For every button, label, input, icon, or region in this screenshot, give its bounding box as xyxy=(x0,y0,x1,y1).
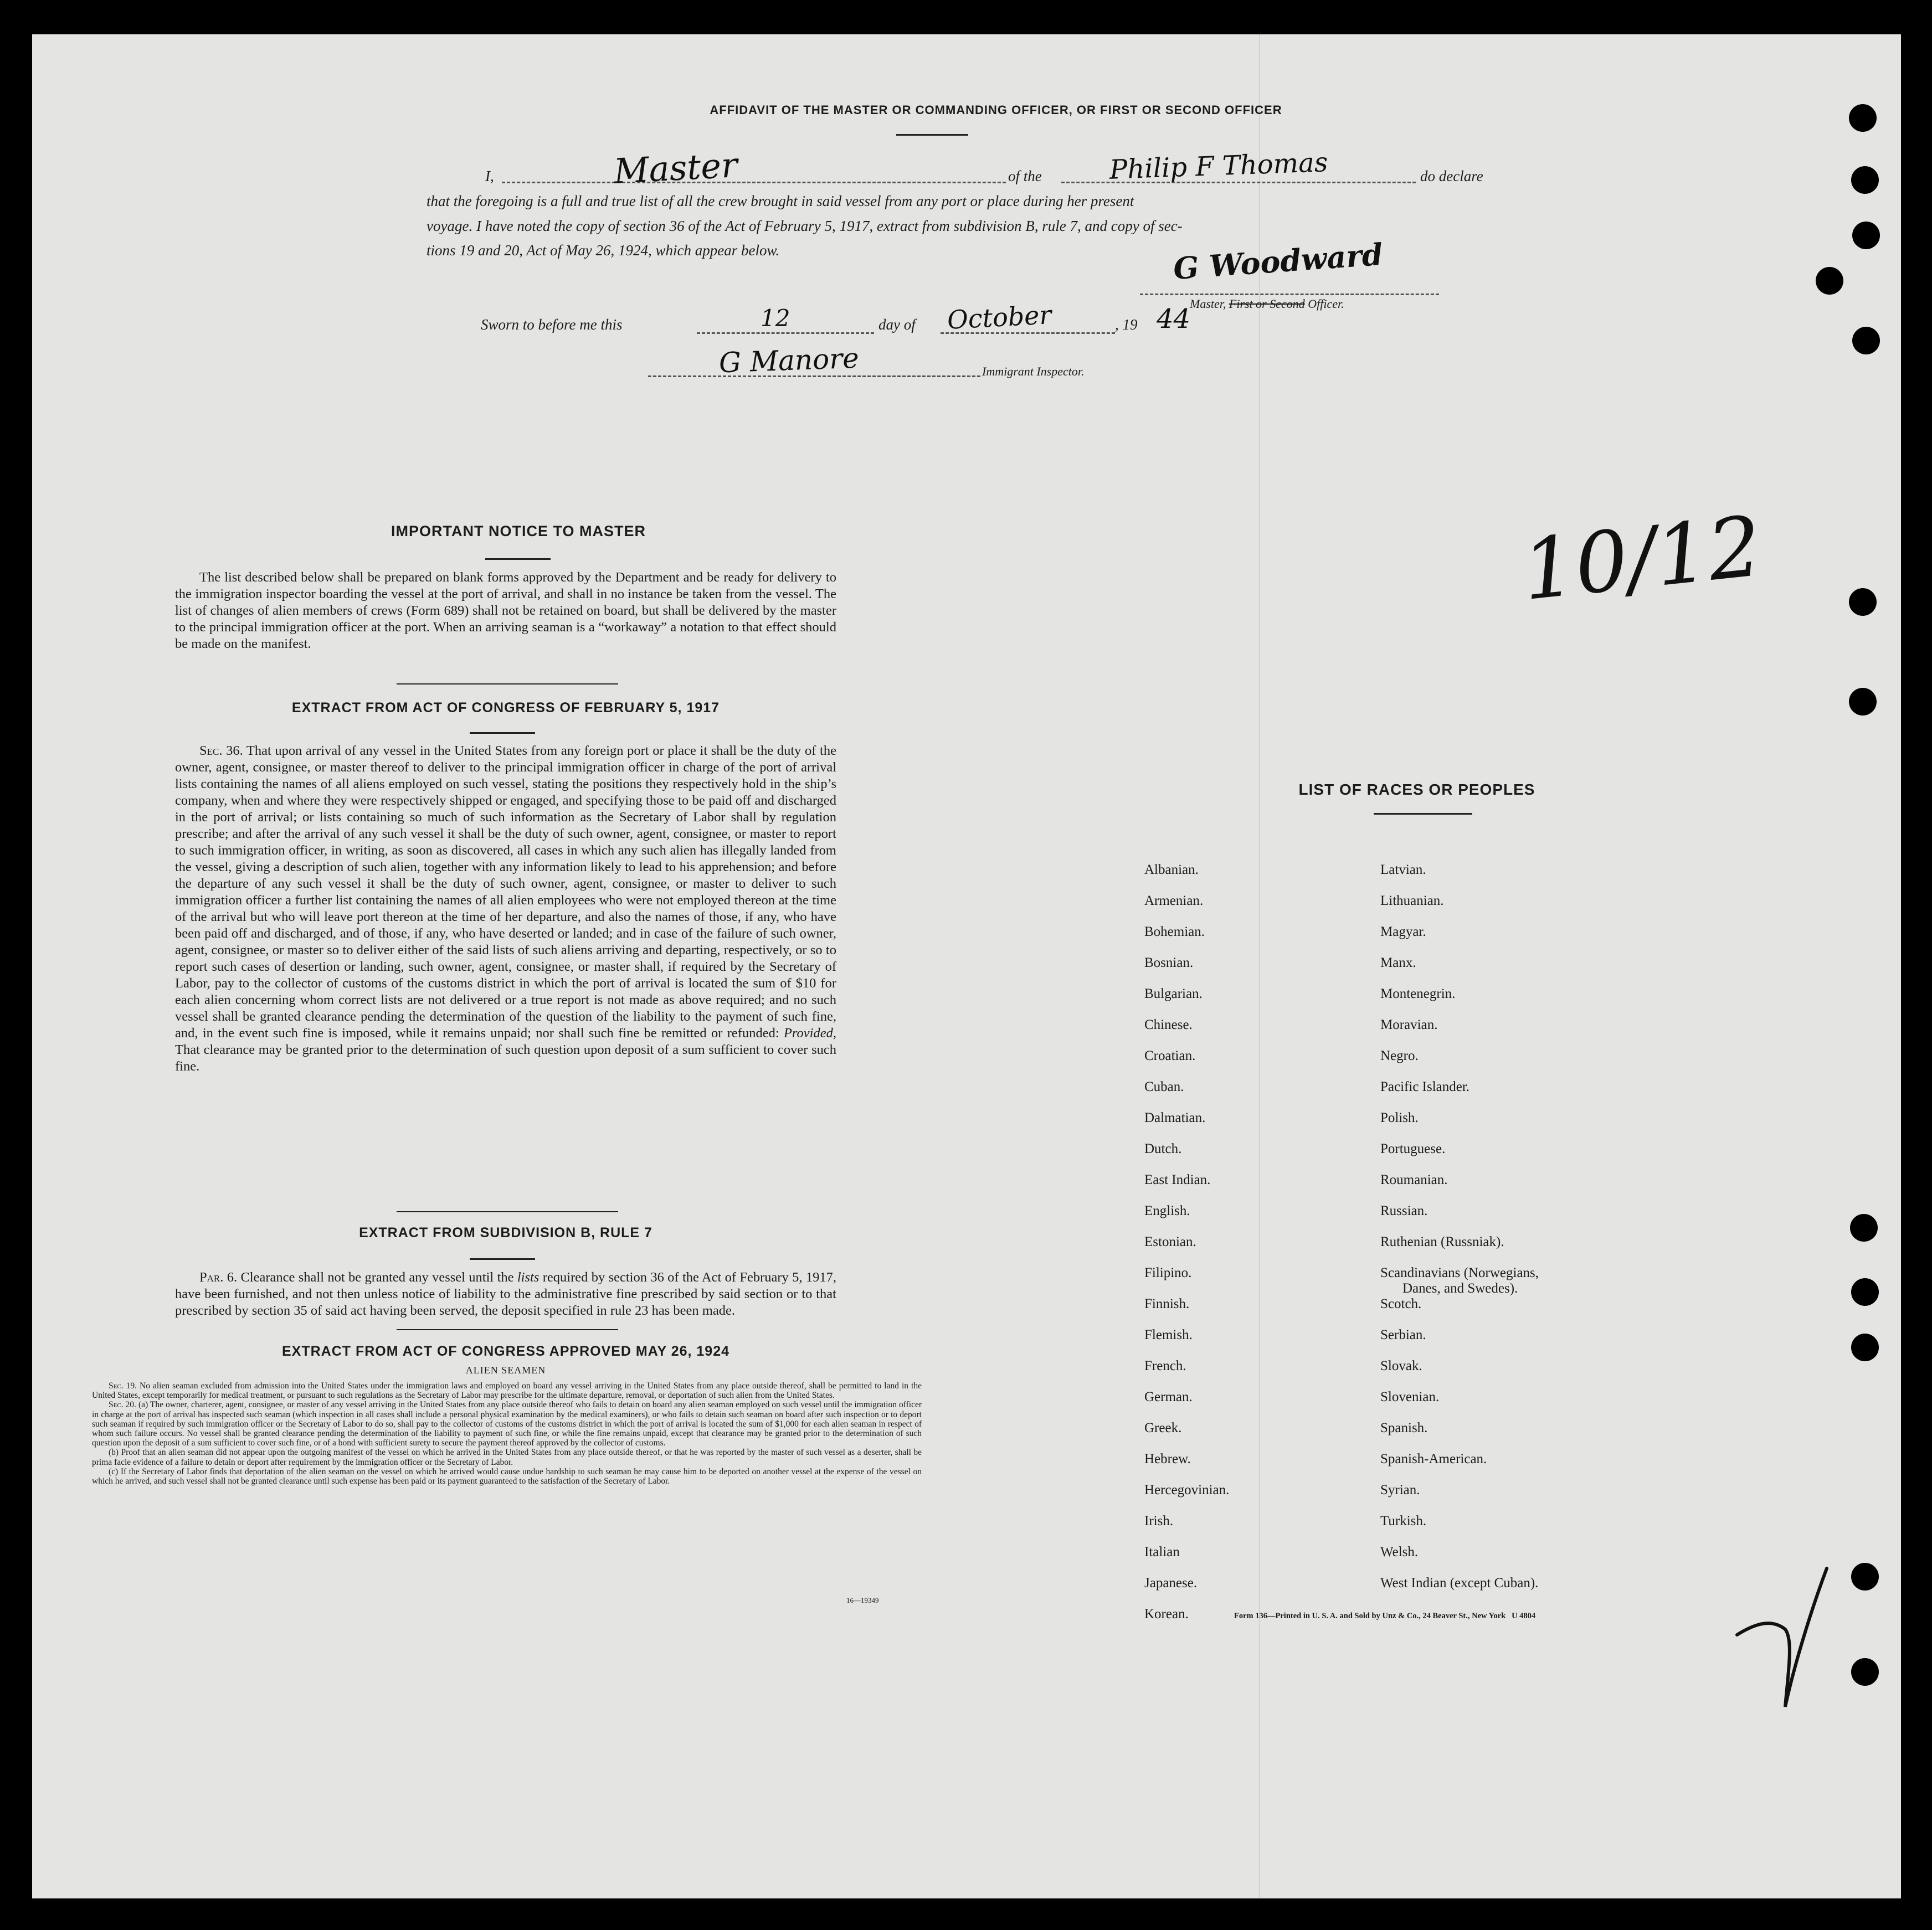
extract-1924-title: EXTRACT FROM ACT OF CONGRESS APPROVED MAY 26, 1924 xyxy=(281,1344,730,1359)
sworn-day-line xyxy=(697,332,874,334)
extract-1917-body xyxy=(175,743,836,1075)
signature-caption xyxy=(1190,297,1344,311)
race-item: Dalmatian. xyxy=(1144,1110,1206,1125)
race-item: English. xyxy=(1144,1203,1190,1218)
sec19-text: No alien seaman excluded from admission into the United States under the immigration laws and employed on board any vessel arriving in the United States from any place outside thereof, shall be permitted to land in the United States, except temporarily for medical treatment, or pursuant to such regulations as the Secretary of Labor may prescribe for the ultimate departure, removal, or deportation of such alien from the United States. xyxy=(92,1381,922,1401)
race-item: Turkish. xyxy=(1380,1514,1427,1528)
race-item: German. xyxy=(1144,1389,1193,1404)
inspector-dotted-line xyxy=(648,375,980,377)
race-item: Pacific Islander. xyxy=(1380,1079,1470,1094)
race-item: Montenegrin. xyxy=(1380,986,1456,1001)
race-item: Albanian. xyxy=(1144,862,1199,877)
sworn-year-prefix: , 19 xyxy=(1115,316,1138,333)
race-item: Ruthenian (Russniak). xyxy=(1380,1234,1504,1249)
punch-hole xyxy=(1849,588,1877,616)
sec20a-text: (a) The owner, charterer, agent, consignee, or master of any vessel arriving in the United States from any place outside thereof who fails to detain on board any alien seaman employed on such vessel until the immigration officer in charge at the port of arrival has inspected such seaman (which inspection in all cases shall include a personal physical examination by the medical examiners), or who fails to detain such seaman on board after such inspection or to deport such seaman if required by such immigration officer or the Secretary of Labor to do so, shall pay to the collector of customs of the customs district in which the port of arrival is located the sum of $1,000 for each alien seaman in respect of whom such failure occurs. No vessel shall be granted clearance pending the determination of the liability to payment of such fine, or while the fine remains unpaid, except that clearance may be granted prior to the determination of such question upon the deposit of a sum sufficient to cover such fine, or of a bond with sufficient surety to secure the payment thereof approved by the collector of customs. xyxy=(92,1400,922,1448)
notice-end-rule xyxy=(397,683,618,684)
notice-title: IMPORTANT NOTICE TO MASTER xyxy=(391,523,646,539)
par6-text-b: required by section 36 of the Act of February 5, 1917, have been furnished, and not then unless notice of liability to the administrative fine prescribed by said section or to that prescribed by section 35 of said act having been served, the deposit specified in rule 23 has been made. xyxy=(175,1270,837,1318)
race-item: Moravian. xyxy=(1380,1017,1438,1032)
punch-hole xyxy=(1849,104,1877,132)
races-divider xyxy=(1374,813,1472,815)
extract-1917-end-rule xyxy=(397,1211,618,1212)
officer-handwritten: Master xyxy=(613,145,739,192)
sec19-label: Sec. 19. xyxy=(109,1381,137,1391)
race-item: Portuguese. xyxy=(1380,1141,1446,1156)
sec20b-text: (b) Proof that an alien seaman did not appear upon the outgoing manifest of the vessel on which he arrived in the United States from any place outside thereof, or that he was reported by the master of such vessel as a deserter, shall be prima facie evidence of a failure to detain or deport after requirement by the immigration officer or the Secretary of Labor. xyxy=(92,1448,922,1467)
race-item: Roumanian. xyxy=(1380,1172,1448,1187)
sec20-label: Sec. 20. xyxy=(109,1400,136,1410)
extract-1924-subtitle: ALIEN SEAMEN xyxy=(465,1365,546,1376)
sec20c-text: (c) If the Secretary of Labor finds that deportation of the alien seaman on the vessel on which he arrived would cause undue hardship to such seaman he may cause him to be deported on another vessel at the expense of the vessel on which he arrived, and such vessel shall not be granted clearance until such expense has been paid or its payment guaranteed to the satisfaction of the Secretary of Labor. xyxy=(92,1466,922,1486)
extract-1924-code: 16—19349 xyxy=(846,1596,879,1604)
races-left-column xyxy=(1144,862,1229,1638)
race-item: Bohemian. xyxy=(1144,924,1205,939)
affidavit-line3: voyage. I have noted the copy of section 36 of the Act of February 5, 1917, extract from subdivision B, rule 7, and copy of sec- xyxy=(427,218,1183,234)
races-title: LIST OF RACES OR PEOPLES xyxy=(1298,781,1535,798)
race-item: Italian xyxy=(1144,1545,1180,1560)
race-item: Flemish. xyxy=(1144,1327,1193,1342)
punch-hole xyxy=(1850,1214,1878,1242)
form-footer: Form 136—Printed in U. S. A. and Sold by Unz & Co., 24 Beaver St., New York U 4804 xyxy=(1234,1612,1536,1620)
notice-divider xyxy=(485,558,551,560)
race-item: West Indian (except Cuban). xyxy=(1380,1576,1539,1591)
race-item: Spanish-American. xyxy=(1380,1452,1487,1466)
par6-label: Par. 6. xyxy=(199,1270,238,1285)
race-item: Korean. xyxy=(1144,1607,1189,1622)
sworn-year-handwritten: 44 xyxy=(1157,303,1191,334)
vessel-handwritten: Philip F Thomas xyxy=(1109,147,1329,186)
par6-text-a: Clearance shall not be granted any vessel until the xyxy=(240,1270,514,1285)
affidavit-title: AFFIDAVIT OF THE MASTER OR COMMANDING OFFICER, OR FIRST OR SECOND OFFICER xyxy=(710,103,1282,117)
punch-hole xyxy=(1816,267,1843,295)
punch-hole xyxy=(1852,327,1880,354)
race-item: Negro. xyxy=(1380,1048,1419,1063)
race-item: Slovak. xyxy=(1380,1358,1422,1373)
affidavit-line1-mid: of the xyxy=(1008,168,1042,184)
race-item: Dutch. xyxy=(1144,1141,1182,1156)
affidavit-line4: tions 19 and 20, Act of May 26, 1924, which appear below. xyxy=(427,242,780,259)
race-item: Welsh. xyxy=(1380,1545,1419,1560)
race-item: Manx. xyxy=(1380,955,1416,970)
check-mark xyxy=(1733,1563,1832,1729)
race-item: Serbian. xyxy=(1380,1327,1426,1342)
race-item: Polish. xyxy=(1380,1110,1419,1125)
race-item: Hebrew. xyxy=(1144,1452,1191,1466)
race-item: Greek. xyxy=(1144,1421,1182,1435)
race-item: Slovenian. xyxy=(1380,1389,1440,1404)
sworn-month-handwritten: October xyxy=(946,300,1052,335)
race-item: Latvian. xyxy=(1380,862,1426,877)
race-item: Hercegovinian. xyxy=(1144,1483,1230,1497)
signature-caption-struck: First or Second xyxy=(1229,297,1305,311)
notice-body xyxy=(175,569,836,652)
race-item: Armenian. xyxy=(1144,893,1204,908)
sworn-day-handwritten: 12 xyxy=(761,305,790,332)
punch-hole xyxy=(1851,1658,1879,1686)
extract-1917-title: EXTRACT FROM ACT OF CONGRESS OF FEBRUARY 5, 1917 xyxy=(291,700,720,716)
extract-1917-divider xyxy=(470,732,535,734)
title-divider xyxy=(896,134,968,136)
race-item: Croatian. xyxy=(1144,1048,1196,1063)
punch-hole xyxy=(1849,688,1877,716)
sec36-text-a: That upon arrival of any vessel in the United States from any foreign port or place it shall be the duty of the owner, agent, consignee, or master thereof to deliver to the principal immigration officer in charge of the port of arrival lists containing the names of all aliens employed on such vessel, stating the positions they respectively hold in the ship’s company, when and where they were respectively shipped or engaged, and specifying those to be paid off and discharged in the port of arrival; or lists containing so much of such information as the Secretary of Labor shall by regulation prescribe; and after the arrival of any such vessel it shall be the duty of such owner, agent, consignee, or master to report to such immigration officer, in writing, as soon as discovered, all cases in which any such alien has illegally landed from the vessel, giving a description of such alien, together with any information likely to lead to his apprehension; and before the departure of any such vessel it shall be the duty of such owner, agent, consignee, or master to deliver to such immigration officer a further list containing the names of all alien employees who were not employed thereon at the time of the arrival but who will leave port thereon at the time of her departure, and also the names of those, if any, who have been paid off and discharged, and of those, if any, who have deserted or landed; and in case of the failure of such owner, agent, consignee, or master so to deliver either of the said lists of such aliens arriving and departing, respectively, or so to report such cases of desertion or landing, such owner, agent, consignee, or master shall, if required by the Secretary of Labor, pay to the collector of customs of the customs district in which the port of arrival is located the sum of $10 for each alien concerning whom correct lists are not delivered or a true report is not made as above required; and no such vessel shall be granted clearance pending the determination of the question of the liability to the payment of such fine, and, in the event such fine is imposed, while it remains unpaid; nor shall such fine be remitted or refunded: xyxy=(175,743,836,1041)
race-item: Spanish. xyxy=(1380,1421,1428,1435)
sec36-label: Sec. 36. xyxy=(199,743,243,758)
punch-hole xyxy=(1851,166,1879,194)
race-item: Bosnian. xyxy=(1144,955,1194,970)
race-item: French. xyxy=(1144,1358,1186,1373)
rule7-end-rule xyxy=(397,1329,618,1330)
race-item: Irish. xyxy=(1144,1514,1174,1528)
rule7-title: EXTRACT FROM SUBDIVISION B, RULE 7 xyxy=(359,1225,652,1241)
inspector-signature: G Manore xyxy=(718,342,860,379)
punch-hole xyxy=(1851,1334,1879,1361)
race-item: Scandinavians (Norwegians, xyxy=(1380,1265,1539,1280)
race-item: Lithuanian. xyxy=(1380,893,1444,908)
signature-caption-start: Master, xyxy=(1190,297,1226,311)
race-item: Syrian. xyxy=(1380,1483,1420,1497)
race-item: Russian. xyxy=(1380,1203,1428,1218)
signature-caption-end: Officer. xyxy=(1308,297,1344,311)
race-item: Japanese. xyxy=(1144,1576,1198,1591)
affidavit-line2: that the foregoing is a full and true list of all the crew brought in said vessel from any port or place during her present xyxy=(427,193,1134,209)
sworn-mid: day of xyxy=(878,316,916,333)
sec36-text-b: That clearance may be granted prior to the determination of such question upon deposit of a sum sufficient to cover such fine. xyxy=(175,1042,836,1074)
race-item: Finnish. xyxy=(1144,1296,1190,1311)
races-right-column xyxy=(1380,862,1539,1607)
extract-1924-body xyxy=(92,1381,922,1486)
rule7-body xyxy=(175,1269,836,1319)
affidavit-line1-prefix: I, xyxy=(485,168,494,184)
race-item: Danes, and Swedes). xyxy=(1402,1281,1518,1296)
punch-hole xyxy=(1851,1563,1879,1591)
provided-word: Provided, xyxy=(783,1026,836,1041)
officer-dotted-line xyxy=(502,182,1006,183)
lists-word: lists xyxy=(517,1270,539,1285)
race-item: Filipino. xyxy=(1144,1265,1192,1280)
race-item: Cuban. xyxy=(1144,1079,1184,1094)
race-item: Magyar. xyxy=(1380,924,1426,939)
notice-text: The list described below shall be prepared on blank forms approved by the Department and be ready for delivery to the immigration inspector boarding the vessel at the port of arrival, and shall in no instance be taken from the vessel. The list of changes of alien members of crews (Form 689) shall not be retained on board, but shall be delivered by the master to the principal immigration officer at the port. When an arriving seaman is a “workaway” a notation to that effect should be made on the manifest. xyxy=(175,570,836,651)
race-item: Estonian. xyxy=(1144,1234,1196,1249)
document-page xyxy=(32,34,1901,1898)
race-item: Chinese. xyxy=(1144,1017,1193,1032)
date-annotation: 10/12 xyxy=(1518,498,1766,620)
master-signature: G Woodward xyxy=(1172,236,1384,287)
race-item: Scotch. xyxy=(1380,1296,1422,1311)
signature-dotted-line xyxy=(1140,294,1439,295)
punch-hole xyxy=(1851,1278,1879,1306)
race-item: Bulgarian. xyxy=(1144,986,1203,1001)
affidavit-line1-suffix: do declare xyxy=(1420,168,1483,184)
rule7-divider xyxy=(470,1258,535,1260)
punch-hole xyxy=(1852,222,1880,249)
sworn-prefix: Sworn to before me this xyxy=(481,316,623,333)
race-item: East Indian. xyxy=(1144,1172,1211,1187)
inspector-caption: Immigrant Inspector. xyxy=(982,364,1085,378)
